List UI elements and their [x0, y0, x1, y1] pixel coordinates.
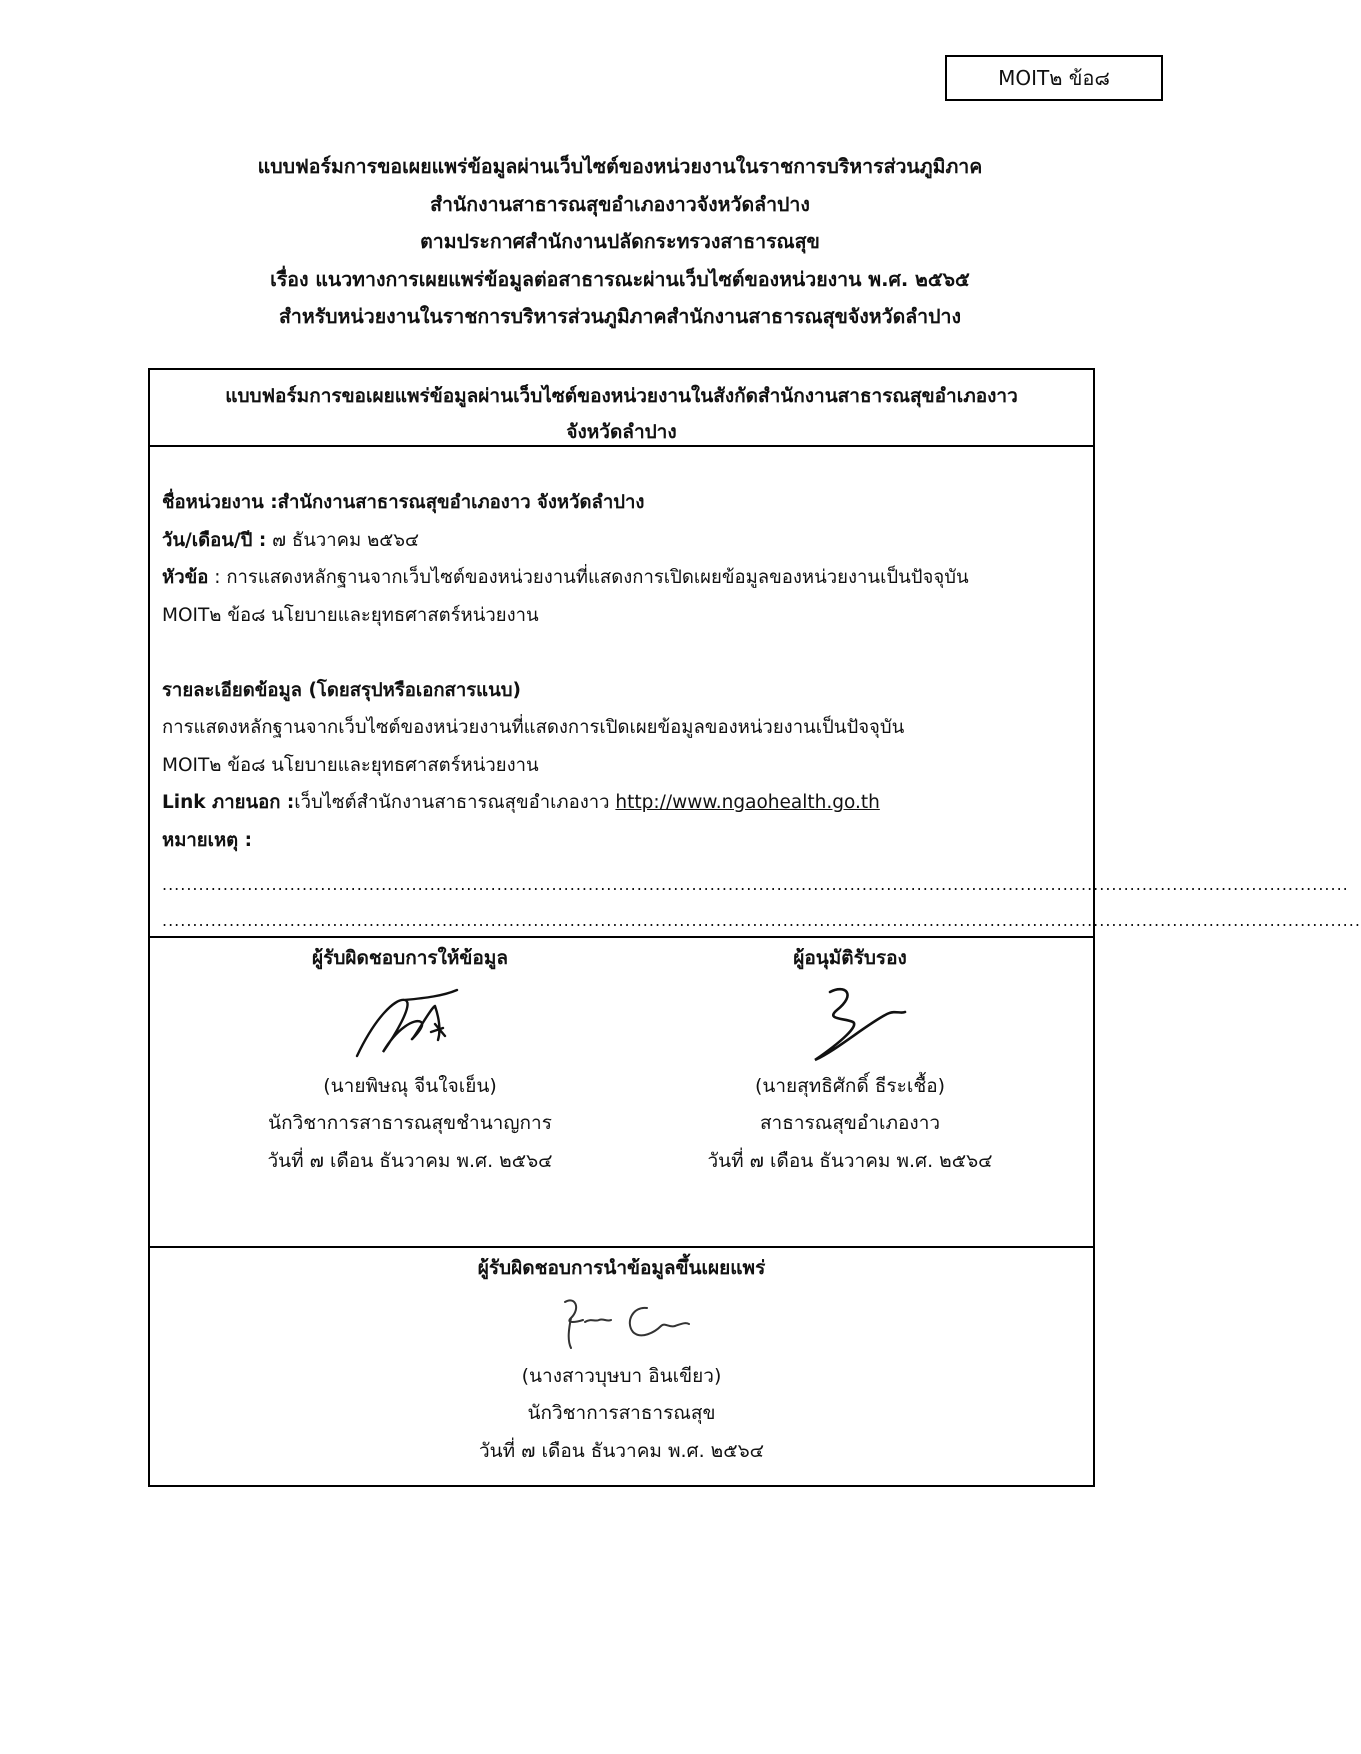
divider — [150, 936, 1093, 938]
link-text: เว็บไซต์สำนักงานสาธารณสุขอำเภองาว — [294, 792, 616, 813]
signer-left-role: ผู้รับผิดชอบการให้ข้อมูล — [312, 947, 508, 969]
details-label: รายละเอียดข้อมูล (โดยสรุปหรือเอกสารแนบ) — [162, 679, 521, 701]
signature-publisher — [537, 1288, 707, 1358]
form-details — [162, 484, 1081, 859]
spacer — [162, 634, 1081, 672]
remark-label: หมายเหตุ : — [162, 829, 252, 851]
signer-right-role: ผู้อนุมัติรับรอง — [793, 947, 907, 969]
signer-right-position: สาธารณสุขอำเภองาว — [759, 1112, 941, 1134]
signer-right — [650, 940, 1050, 1180]
signer-right-name: (นายสุทธิศักดิ์ ธีระเชื้อ) — [754, 1074, 946, 1097]
signer-right-date: วันที่ ๗ เดือน ธันวาคม พ.ศ. ๒๕๖๔ — [707, 1149, 993, 1172]
agency-row — [162, 484, 1081, 522]
header-line-4: เรื่อง แนวทางการเผยแพร่ข้อมูลต่อสาธารณะผ่านเว็บไซต์ของหน่วยงาน พ.ศ. ๒๕๖๕ — [270, 267, 970, 291]
agency-label: ชื่อหน่วยงาน : — [162, 492, 278, 513]
header-line-5: สำหรับหน่วยงานในราชการบริหารส่วนภูมิภาคสำนักงานสาธารณสุขจังหวัดลำปาง — [279, 305, 961, 328]
document-header — [120, 148, 1120, 336]
publisher-position: นักวิชาการสาธารณสุข — [527, 1402, 716, 1424]
link-label: Link ภายนอก : — [162, 792, 295, 813]
date-label: วัน/เดือน/ปี : — [162, 529, 267, 551]
publisher-name: (นางสาวบุษบา อินเขียว) — [521, 1364, 722, 1387]
document-code: MOIT๒ ข้อ๘ — [998, 66, 1110, 90]
signer-left — [210, 940, 610, 1180]
document-code-box — [945, 55, 1163, 101]
signature-right — [775, 978, 925, 1068]
request-form — [148, 368, 1361, 1487]
header-line-3: ตามประกาศสำนักงานปลัดกระทรวงสาธารณสุข — [420, 230, 820, 253]
date-row — [162, 522, 1081, 560]
signer-left-name: (นายพิษณุ จีนใจเย็น) — [323, 1074, 497, 1097]
topic-label: หัวข้อ — [162, 567, 209, 588]
remark-dotted-line-1: ................................................................................................................................................................................................... — [162, 875, 1349, 894]
website-link[interactable]: http://www.ngaohealth.go.th — [615, 792, 880, 813]
publisher-role: ผู้รับผิดชอบการนำข้อมูลขึ้นเผยแพร่ — [477, 1257, 766, 1279]
topic-row-2: MOIT๒ ข้อ๘ นโยบายและยุทธศาสตร์หน่วยงาน — [162, 604, 539, 626]
date-value: ๗ ธันวาคม ๒๕๖๔ — [266, 529, 420, 551]
topic-value: : การแสดงหลักฐานจากเว็บไซต์ของหน่วยงานที่แสดงการเปิดเผยข้อมูลของหน่วยงานเป็นปัจจุบัน — [208, 567, 969, 588]
divider — [150, 1246, 1093, 1248]
signature-left — [335, 978, 485, 1068]
header-line-2: สำนักงานสาธารณสุขอำเภองาวจังหวัดลำปาง — [430, 192, 810, 216]
form-title-line-2: จังหวัดลำปาง — [566, 421, 677, 443]
signer-left-date: วันที่ ๗ เดือน ธันวาคม พ.ศ. ๒๕๖๔ — [267, 1149, 553, 1172]
form-title — [150, 378, 1093, 450]
remark-dotted-line-2: ..................................................................................................................................................................................................... — [162, 911, 1361, 930]
link-row — [162, 784, 1081, 822]
publisher-section — [150, 1250, 1093, 1470]
topic-row — [162, 559, 1081, 597]
header-line-1: แบบฟอร์มการขอเผยแพร่ข้อมูลผ่านเว็บไซต์ของหน่วยงานในราชการบริหารส่วนภูมิภาค — [257, 155, 983, 178]
signer-left-position: นักวิชาการสาธารณสุขชำนาญการ — [268, 1112, 552, 1134]
details-line-1: การแสดงหลักฐานจากเว็บไซต์ของหน่วยงานที่แสดงการเปิดเผยข้อมูลของหน่วยงานเป็นปัจจุบัน — [162, 717, 905, 738]
form-title-line-1: แบบฟอร์มการขอเผยแพร่ข้อมูลผ่านเว็บไซต์ของหน่วยงานในสังกัดสำนักงานสาธารณสุขอำเภองาว — [225, 385, 1018, 407]
divider — [150, 445, 1093, 447]
details-line-2: MOIT๒ ข้อ๘ นโยบายและยุทธศาสตร์หน่วยงาน — [162, 754, 539, 776]
publisher-date: วันที่ ๗ เดือน ธันวาคม พ.ศ. ๒๕๖๔ — [478, 1439, 765, 1462]
agency-value: สำนักงานสาธารณสุขอำเภองาว จังหวัดลำปาง — [277, 492, 645, 513]
